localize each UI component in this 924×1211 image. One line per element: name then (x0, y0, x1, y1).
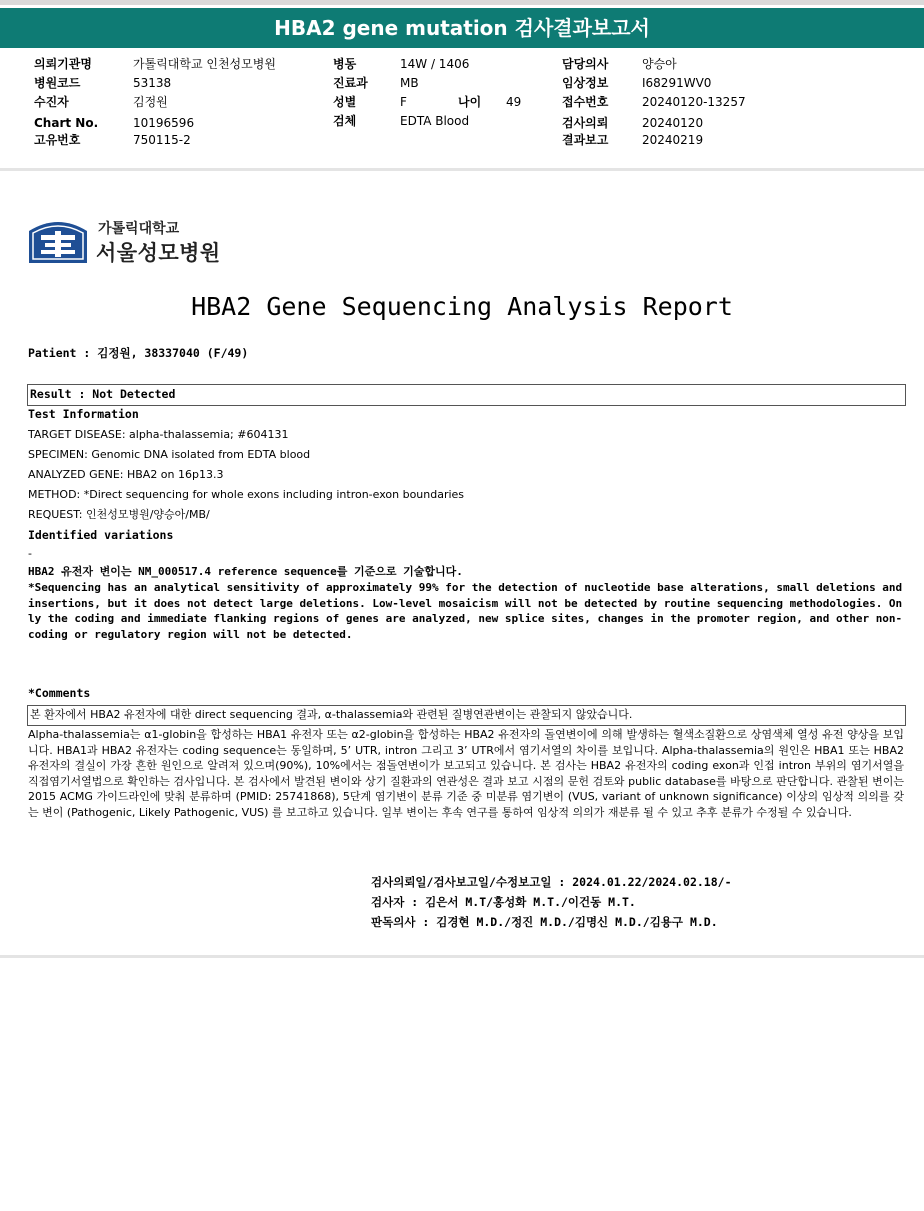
specimen-value: EDTA Blood (400, 114, 470, 128)
hospital-code-value: 53138 (133, 76, 172, 90)
logo-line-1: 가톨릭대학교 (98, 221, 180, 237)
identified-variations-value: - (28, 547, 32, 560)
request-date-value: 20240120 (642, 116, 704, 130)
target-disease-line: TARGET DISEASE: alpha-thalassemia; #604131 (28, 428, 289, 441)
report-date-value: 20240219 (642, 133, 704, 147)
age-label: 나이 (458, 95, 482, 109)
physician-value: 양승아 (642, 57, 677, 71)
sensitivity-note: *Sequencing has an analytical sensitivity of approximately 99% for the detection of nucleotide base alterations, small deletions and insertions, but it does not detect large deletions. Low-level mosaicism will not be detected by routine sequencing methodologies. Only the coding and immediate flanking regions of genes are analyzed, new splice sites, changes in the promoter region, and other non-coding or regulatory region will not be detected. (28, 581, 903, 641)
age-value: 49 (506, 95, 522, 109)
requesting-institution-value: 가톨릭대학교 인천성모병원 (133, 57, 276, 71)
department-value: MB (400, 76, 419, 90)
top-border (0, 0, 924, 5)
dates-line: 검사의뢰일/검사보고일/수정보고일 : 2024.01.22/2024.02.18/- (371, 875, 732, 889)
footer-divider (0, 955, 924, 958)
department-label: 진료과 (333, 76, 368, 90)
comment-summary: 본 환자에서 HBA2 유전자에 대한 direct sequencing 결과, α-thalassemia와 관련된 질병연관변이는 관찰되지 않았습니다. (30, 708, 633, 721)
receipt-no-label: 접수번호 (562, 95, 609, 109)
comments-heading: *Comments (28, 686, 91, 700)
unique-no-value: 750115-2 (133, 133, 191, 147)
clinical-info-label: 임상정보 (562, 76, 609, 90)
comment-body: Alpha-thalassemia는 α1-globin을 합성하는 HBA1 유전자 또는 α2-globin을 합성하는 HBA2 유전자의 돌연변이에 의해 발생하는 혈색소질환으로 상염색체 열성 유전 양상을 보입니다. HBA1과 HBA2 유전자는 coding sequence는 동일하며, 5’ UTR, intron 그리고 3’ UTR에서 염기서열의 차이를 보입니다. Alpha-thalassemia의 원인은 HBA1 또는 HBA2 유전자의 결실이 가장 흔한 원인으로 알려져 있으며(90%), 10%에서는 점돌연변이가 보고되고 있습니다. 본 검사는 HBA2 유전자의 coding exon과 인접 intron 부위의 염기서열을 직접염기서열법으로 확인하는 검사입니다. 본 검사에서 발견된 변이와 상기 질환과의 연관성은 결과 보고 시점의 문헌 검토와 public database를 바탕으로 판단합니다. 관찰된 변이는 2015 ACMG 가이드라인에 맞춰 분류하며 (PMID: 25741868), 5단계 염기변이 분류 기준 중 미분류 염기변이 (VUS, variant of unknown significance) 이상의 임상적 의의를 갖는 변이 (Pathogenic, Likely Pathogenic, VUS) 를 보고하고 있습니다. 일부 변이는 후속 연구를 통하여 임상적 의의가 재분류 될 수 있고 추후 분류가 수정될 수 있습니다. (28, 728, 904, 819)
request-date-label: 검사의뢰 (562, 116, 609, 130)
analyzed-gene-line: ANALYZED GENE: HBA2 on 16p13.3 (28, 468, 224, 481)
chart-no-value: 10196596 (133, 116, 195, 130)
patient-name-value: 김정원 (133, 95, 168, 109)
specimen-line: SPECIMEN: Genomic DNA isolated from EDTA blood (28, 448, 311, 461)
hospital-code-label: 병원코드 (34, 76, 81, 90)
reference-sequence-note: HBA2 유전자 변이는 NM_000517.4 reference sequence를 기준으로 기술합니다. (28, 565, 463, 578)
chart-no-label: Chart No. (34, 116, 99, 130)
report-title: HBA2 Gene Sequencing Analysis Report (191, 292, 733, 321)
patient-line: Patient : 김정원, 38337040 (F/49) (28, 346, 249, 360)
logo-line-2: 서울성모병원 (96, 241, 221, 265)
unique-no-label: 고유번호 (34, 133, 81, 147)
patient-name-label: 수진자 (34, 95, 69, 109)
physician-label: 담당의사 (562, 57, 609, 71)
receipt-no-value: 20240120-13257 (642, 95, 746, 109)
examiner-line: 검사자 : 김은서 M.T/홍성화 M.T./이건동 M.T. (371, 895, 636, 909)
physician-line: 판독의사 : 김경현 M.D./정진 M.D./김명신 M.D./김용구 M.D. (371, 915, 718, 929)
header-divider (0, 168, 924, 171)
method-line: METHOD: *Direct sequencing for whole exons including intron-exon boundaries (28, 488, 465, 501)
ward-value: 14W / 1406 (400, 57, 470, 71)
result-text: Result : Not Detected (30, 387, 176, 401)
specimen-label: 검체 (333, 114, 357, 128)
requesting-institution-label: 의뢰기관명 (34, 57, 92, 71)
sex-value: F (400, 95, 407, 109)
hospital-logo-emblem (27, 217, 89, 265)
sex-label: 성별 (333, 95, 357, 109)
identified-variations-heading: Identified variations (28, 528, 174, 542)
clinical-info-value: I68291WV0 (642, 76, 712, 90)
test-information-heading: Test Information (28, 407, 139, 421)
report-header-title: HBA2 gene mutation 검사결과보고서 (0, 8, 924, 48)
request-line: REQUEST: 인천성모병원/양승아/MB/ (28, 508, 210, 521)
ward-label: 병동 (333, 57, 357, 71)
report-date-label: 결과보고 (562, 133, 609, 147)
